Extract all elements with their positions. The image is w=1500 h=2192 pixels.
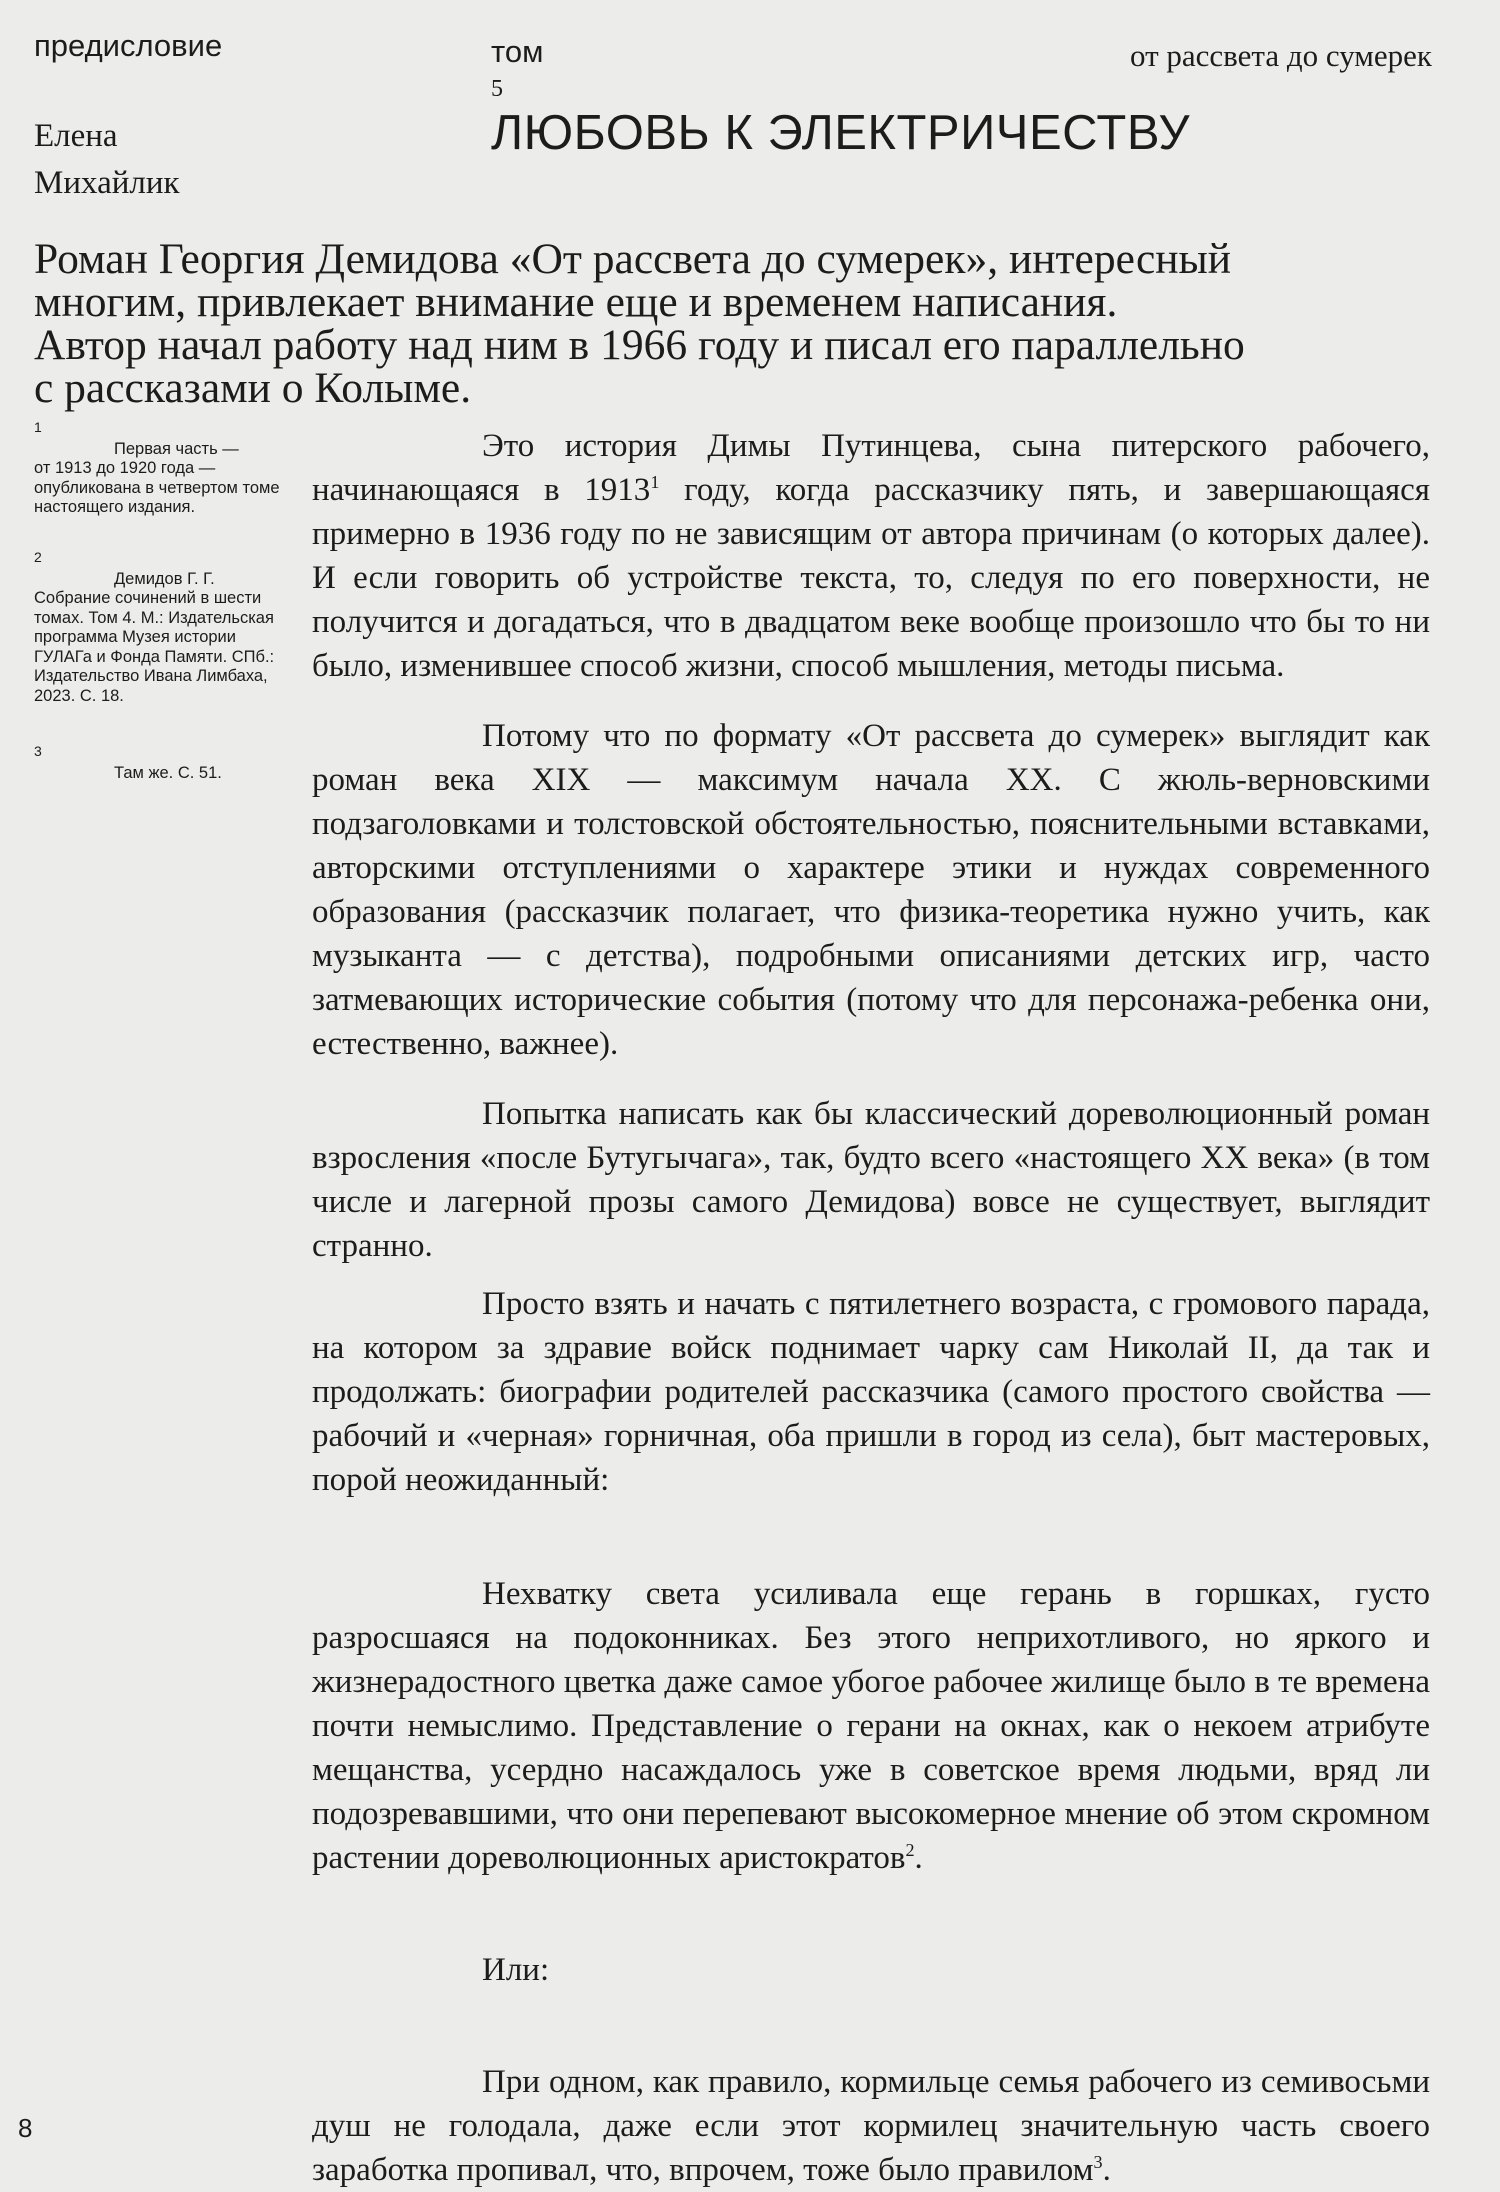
author-name xyxy=(34,113,180,207)
body-paragraph: Потому что по формату «От рассвета до сумерек» выглядит как роман века XIX — максимум начала XX. С жюль-верновскими подзаголовками и толстовской обстоятельностью, пояснительными вставками, авторскими отступлениями о характере этики и нуждах современного образования (рассказчик полагает, что физика-теоретика нужно учить, как музыканта — с детства), подробными описаниями детских игр, часто затмевающих исторические события (потому что для персонажа-ребенка они, естественно, важнее). xyxy=(312,718,1430,1062)
lead-paragraph xyxy=(34,235,1414,412)
or-line: Или: xyxy=(482,1952,550,1988)
lead-line: Автор начал работу над ним в 1966 году и писал его параллельно xyxy=(34,321,1245,369)
body-paragraph: Просто взять и начать с пятилетнего возраста, с громового парада, на котором за здравие войск поднимает чарку сам Николай II, да так и продолжать: биографии родителей рассказчика (самого простого свойства — рабочий и «черная» горничная, оба пришли в город из села), быт мастеровых, порой неожиданный: xyxy=(312,1286,1430,1498)
lead-line: с рассказами о Колыме. xyxy=(34,364,472,412)
quote-paragraph: Нехватку света усиливала еще герань в горшках, густо разросшаяся на подоконниках. Без этого неприхотливого, но яркого и жизнерадостного цветка даже самое убогое рабочее жилище было в те времена почти немыслимо. Представление о герани на окнах, как о некоем атрибуте мещанства, усердно насаждалось уже в советское время людьми, вряд ли подозревавшими, что они перепевают высокомерное мнение об этом скромном растении дореволюционных аристократов$^2$. xyxy=(312,1576,1430,1876)
article-title: ЛЮБОВЬ К ЭЛЕКТРИЧЕСТВУ xyxy=(491,106,1191,160)
footnote-number: 2 xyxy=(34,549,42,565)
body-text xyxy=(312,424,1430,2192)
footnote-text: Там же. С. 51. xyxy=(114,763,222,782)
volume-number: 5 xyxy=(491,76,503,102)
lead-line: многим, привлекает внимание еще и временем написания. xyxy=(34,278,1118,326)
page-number: 8 xyxy=(18,2113,33,2143)
author-first-name: Елена xyxy=(34,118,118,154)
footnote-text: Первая часть — от 1913 до 1920 года — опубликована в четвертом томе настоящего издания. xyxy=(34,439,280,516)
body-paragraph: Попытка написать как бы классический дореволюционный роман взросления «после Бутугычага», так, будто всего «настоящего XX века» (в том числе и лагерной прозы самого Демидова) вовсе не существует, выглядит странно. xyxy=(312,1096,1430,1264)
quote-paragraph: При одном, как правило, кормильце семья рабочего из семивосьми душ не голодала, даже если этот кормилец значительную часть своего заработка пропивал, что, впрочем, тоже было правилом$^3$. xyxy=(312,2064,1430,2188)
footnote-1 xyxy=(34,418,284,518)
section-label: предисловие xyxy=(34,28,223,63)
footnote-number: 1 xyxy=(34,419,42,435)
running-title: от рассвета до сумерек xyxy=(1130,38,1432,73)
body-paragraph: Это история Димы Путинцева, сына питерского рабочего, начинающаяся в 1913$^1$ году, когда рассказчику пять, и завершающаяся примерно в 1936 году по не зависящим от автора причинам (о которых далее). И если говорить об устройстве текста, то, следуя по его поверхности, не получится и догадаться, что в двадцатом веке вообще произошло что бы то ни было, изменившее способ жизни, способ мышления, методы письма. xyxy=(312,428,1430,684)
footnote-number: 3 xyxy=(34,743,42,759)
footnote-ref: 1 xyxy=(650,472,660,492)
lead-line: Роман Георгия Демидова «От рассвета до сумерек», интересный xyxy=(34,235,1232,283)
author-last-name: Михайлик xyxy=(34,165,180,201)
footnote-3 xyxy=(34,742,284,783)
footnote-2 xyxy=(34,548,284,706)
volume-label: том xyxy=(491,34,544,69)
footnote-text: Демидов Г. Г. Собрание сочинений в шести томах. Том 4. М.: Издательская программа Музея истории ГУЛАГа и Фонда Памяти. СПб.: Издательство Ивана Лимбаха, 2023. С. 18. xyxy=(34,569,275,705)
footnote-ref: 2 xyxy=(905,1840,915,1860)
footnote-ref: 3 xyxy=(1093,2152,1103,2172)
